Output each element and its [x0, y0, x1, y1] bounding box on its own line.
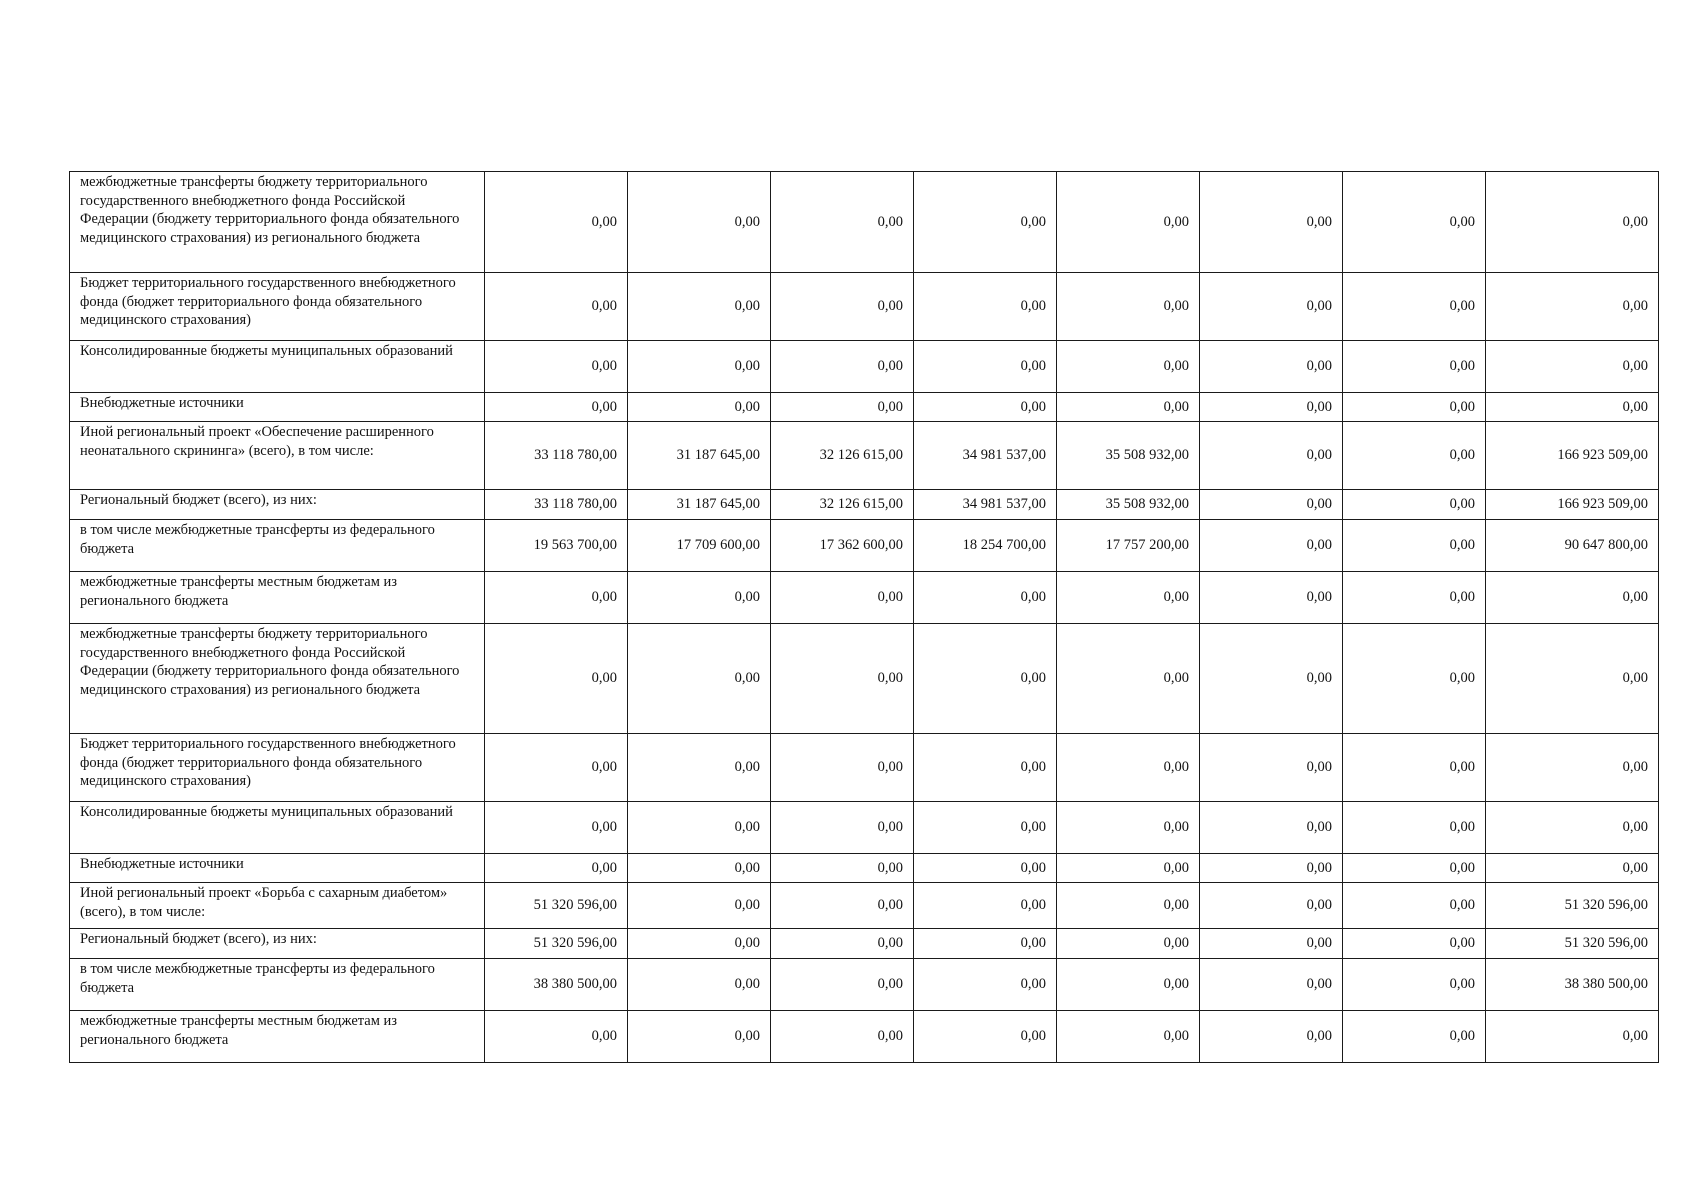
cell-value: 51 320 596,00	[1486, 929, 1659, 959]
cell-value: 0,00	[1200, 854, 1343, 883]
cell-value: 19 563 700,00	[485, 520, 628, 572]
row-label: в том числе межбюджетные трансферты из федерального бюджета	[70, 959, 485, 1011]
cell-value: 0,00	[914, 1011, 1057, 1063]
cell-value: 17 709 600,00	[628, 520, 771, 572]
row-label: Региональный бюджет (всего), из них:	[70, 490, 485, 520]
cell-value: 38 380 500,00	[1486, 959, 1659, 1011]
cell-value: 0,00	[1057, 393, 1200, 422]
row-label: межбюджетные трансферты местным бюджетам из регионального бюджета	[70, 1011, 485, 1063]
cell-value: 0,00	[1343, 172, 1486, 273]
table-row	[70, 883, 1659, 929]
cell-value: 0,00	[1200, 393, 1343, 422]
cell-value: 0,00	[1057, 959, 1200, 1011]
cell-value: 0,00	[485, 734, 628, 802]
cell-value: 0,00	[1343, 854, 1486, 883]
cell-value: 35 508 932,00	[1057, 490, 1200, 520]
cell-value: 0,00	[485, 854, 628, 883]
cell-value: 32 126 615,00	[771, 422, 914, 490]
cell-value: 0,00	[1343, 572, 1486, 624]
cell-value: 0,00	[485, 802, 628, 854]
cell-value: 0,00	[1486, 393, 1659, 422]
cell-value: 0,00	[914, 393, 1057, 422]
cell-value: 0,00	[628, 802, 771, 854]
cell-value: 0,00	[1057, 572, 1200, 624]
cell-value: 0,00	[628, 854, 771, 883]
cell-value: 0,00	[771, 959, 914, 1011]
table-row	[70, 393, 1659, 422]
table-row	[70, 273, 1659, 341]
cell-value: 0,00	[1343, 734, 1486, 802]
cell-value: 0,00	[1200, 929, 1343, 959]
cell-value: 0,00	[1200, 341, 1343, 393]
cell-value: 33 118 780,00	[485, 422, 628, 490]
cell-value: 0,00	[771, 734, 914, 802]
cell-value: 0,00	[1200, 490, 1343, 520]
cell-value: 0,00	[1200, 273, 1343, 341]
row-label: в том числе межбюджетные трансферты из федерального бюджета	[70, 520, 485, 572]
cell-value: 0,00	[1057, 802, 1200, 854]
row-label: межбюджетные трансферты бюджету территориального государственного внебюджетного фонда Российской Федерации (бюджету территориального фонда обязательного медицинского страхования) из регионального бюджета	[70, 172, 485, 273]
cell-value: 0,00	[485, 572, 628, 624]
row-label: Внебюджетные источники	[70, 854, 485, 883]
cell-value: 0,00	[1057, 734, 1200, 802]
cell-value: 0,00	[771, 341, 914, 393]
cell-value: 0,00	[1200, 422, 1343, 490]
cell-value: 0,00	[771, 802, 914, 854]
cell-value: 0,00	[1343, 624, 1486, 734]
cell-value: 0,00	[1200, 802, 1343, 854]
budget-table	[69, 171, 1659, 1063]
cell-value: 0,00	[1057, 854, 1200, 883]
cell-value: 0,00	[485, 393, 628, 422]
cell-value: 0,00	[628, 273, 771, 341]
cell-value: 0,00	[771, 883, 914, 929]
row-label: Бюджет территориального государственного внебюджетного фонда (бюджет территориального фонда обязательного медицинского страхования)	[70, 734, 485, 802]
cell-value: 0,00	[1200, 172, 1343, 273]
cell-value: 35 508 932,00	[1057, 422, 1200, 490]
cell-value: 0,00	[1343, 929, 1486, 959]
cell-value: 0,00	[1486, 341, 1659, 393]
cell-value: 0,00	[771, 172, 914, 273]
cell-value: 0,00	[628, 883, 771, 929]
cell-value: 0,00	[1343, 1011, 1486, 1063]
cell-value: 0,00	[1057, 172, 1200, 273]
cell-value: 31 187 645,00	[628, 490, 771, 520]
cell-value: 0,00	[914, 854, 1057, 883]
table-row	[70, 172, 1659, 273]
cell-value: 0,00	[1343, 490, 1486, 520]
cell-value: 0,00	[1486, 802, 1659, 854]
cell-value: 17 757 200,00	[1057, 520, 1200, 572]
row-label: Иной региональный проект «Борьба с сахарным диабетом» (всего), в том числе:	[70, 883, 485, 929]
table-row	[70, 572, 1659, 624]
cell-value: 0,00	[914, 959, 1057, 1011]
table-row	[70, 490, 1659, 520]
cell-value: 0,00	[914, 624, 1057, 734]
cell-value: 0,00	[1200, 520, 1343, 572]
table-row	[70, 624, 1659, 734]
cell-value: 33 118 780,00	[485, 490, 628, 520]
cell-value: 0,00	[1486, 273, 1659, 341]
cell-value: 51 320 596,00	[1486, 883, 1659, 929]
cell-value: 0,00	[1486, 854, 1659, 883]
cell-value: 0,00	[628, 624, 771, 734]
cell-value: 38 380 500,00	[485, 959, 628, 1011]
table-row	[70, 929, 1659, 959]
cell-value: 0,00	[628, 959, 771, 1011]
cell-value: 0,00	[628, 734, 771, 802]
cell-value: 0,00	[914, 734, 1057, 802]
cell-value: 0,00	[771, 854, 914, 883]
cell-value: 0,00	[914, 273, 1057, 341]
cell-value: 0,00	[914, 929, 1057, 959]
cell-value: 0,00	[628, 393, 771, 422]
cell-value: 0,00	[485, 1011, 628, 1063]
cell-value: 0,00	[771, 624, 914, 734]
table-row	[70, 422, 1659, 490]
cell-value: 0,00	[771, 572, 914, 624]
cell-value: 0,00	[1200, 734, 1343, 802]
row-label: Консолидированные бюджеты муниципальных образований	[70, 341, 485, 393]
cell-value: 34 981 537,00	[914, 422, 1057, 490]
cell-value: 0,00	[1057, 273, 1200, 341]
cell-value: 34 981 537,00	[914, 490, 1057, 520]
cell-value: 0,00	[1343, 422, 1486, 490]
cell-value: 32 126 615,00	[771, 490, 914, 520]
table-row	[70, 520, 1659, 572]
row-label: межбюджетные трансферты местным бюджетам из регионального бюджета	[70, 572, 485, 624]
cell-value: 0,00	[914, 883, 1057, 929]
table-row	[70, 959, 1659, 1011]
cell-value: 0,00	[914, 572, 1057, 624]
table-row	[70, 802, 1659, 854]
cell-value: 0,00	[771, 1011, 914, 1063]
cell-value: 0,00	[1343, 883, 1486, 929]
row-label: межбюджетные трансферты бюджету территориального государственного внебюджетного фонда Российской Федерации (бюджету территориального фонда обязательного медицинского страхования) из регионального бюджета	[70, 624, 485, 734]
cell-value: 0,00	[1057, 624, 1200, 734]
cell-value: 0,00	[628, 172, 771, 273]
cell-value: 0,00	[1486, 572, 1659, 624]
table-row	[70, 854, 1659, 883]
cell-value: 0,00	[1343, 959, 1486, 1011]
cell-value: 0,00	[1486, 734, 1659, 802]
cell-value: 0,00	[1200, 959, 1343, 1011]
cell-value: 0,00	[628, 1011, 771, 1063]
cell-value: 0,00	[1343, 341, 1486, 393]
cell-value: 166 923 509,00	[1486, 422, 1659, 490]
cell-value: 0,00	[1200, 1011, 1343, 1063]
cell-value: 0,00	[1343, 802, 1486, 854]
cell-value: 0,00	[628, 572, 771, 624]
cell-value: 0,00	[485, 273, 628, 341]
cell-value: 0,00	[628, 341, 771, 393]
budget-table-body	[70, 172, 1659, 1063]
cell-value: 0,00	[1343, 393, 1486, 422]
cell-value: 51 320 596,00	[485, 929, 628, 959]
table-row	[70, 734, 1659, 802]
cell-value: 0,00	[1343, 520, 1486, 572]
cell-value: 0,00	[771, 273, 914, 341]
cell-value: 31 187 645,00	[628, 422, 771, 490]
cell-value: 0,00	[1200, 883, 1343, 929]
row-label: Внебюджетные источники	[70, 393, 485, 422]
cell-value: 0,00	[1057, 929, 1200, 959]
cell-value: 0,00	[1343, 273, 1486, 341]
cell-value: 51 320 596,00	[485, 883, 628, 929]
cell-value: 0,00	[1057, 883, 1200, 929]
cell-value: 0,00	[1200, 624, 1343, 734]
cell-value: 0,00	[914, 172, 1057, 273]
cell-value: 0,00	[485, 341, 628, 393]
cell-value: 17 362 600,00	[771, 520, 914, 572]
cell-value: 90 647 800,00	[1486, 520, 1659, 572]
cell-value: 0,00	[1057, 341, 1200, 393]
cell-value: 18 254 700,00	[914, 520, 1057, 572]
table-row	[70, 341, 1659, 393]
row-label: Консолидированные бюджеты муниципальных образований	[70, 802, 485, 854]
cell-value: 0,00	[1057, 1011, 1200, 1063]
cell-value: 0,00	[485, 172, 628, 273]
cell-value: 0,00	[1486, 172, 1659, 273]
cell-value: 0,00	[1200, 572, 1343, 624]
cell-value: 0,00	[1486, 624, 1659, 734]
cell-value: 0,00	[485, 624, 628, 734]
cell-value: 166 923 509,00	[1486, 490, 1659, 520]
cell-value: 0,00	[1486, 1011, 1659, 1063]
cell-value: 0,00	[628, 929, 771, 959]
cell-value: 0,00	[771, 929, 914, 959]
table-row	[70, 1011, 1659, 1063]
cell-value: 0,00	[771, 393, 914, 422]
row-label: Иной региональный проект «Обеспечение расширенного неонатального скрининга» (всего), в том числе:	[70, 422, 485, 490]
row-label: Региональный бюджет (всего), из них:	[70, 929, 485, 959]
cell-value: 0,00	[914, 802, 1057, 854]
row-label: Бюджет территориального государственного внебюджетного фонда (бюджет территориального фонда обязательного медицинского страхования)	[70, 273, 485, 341]
cell-value: 0,00	[914, 341, 1057, 393]
